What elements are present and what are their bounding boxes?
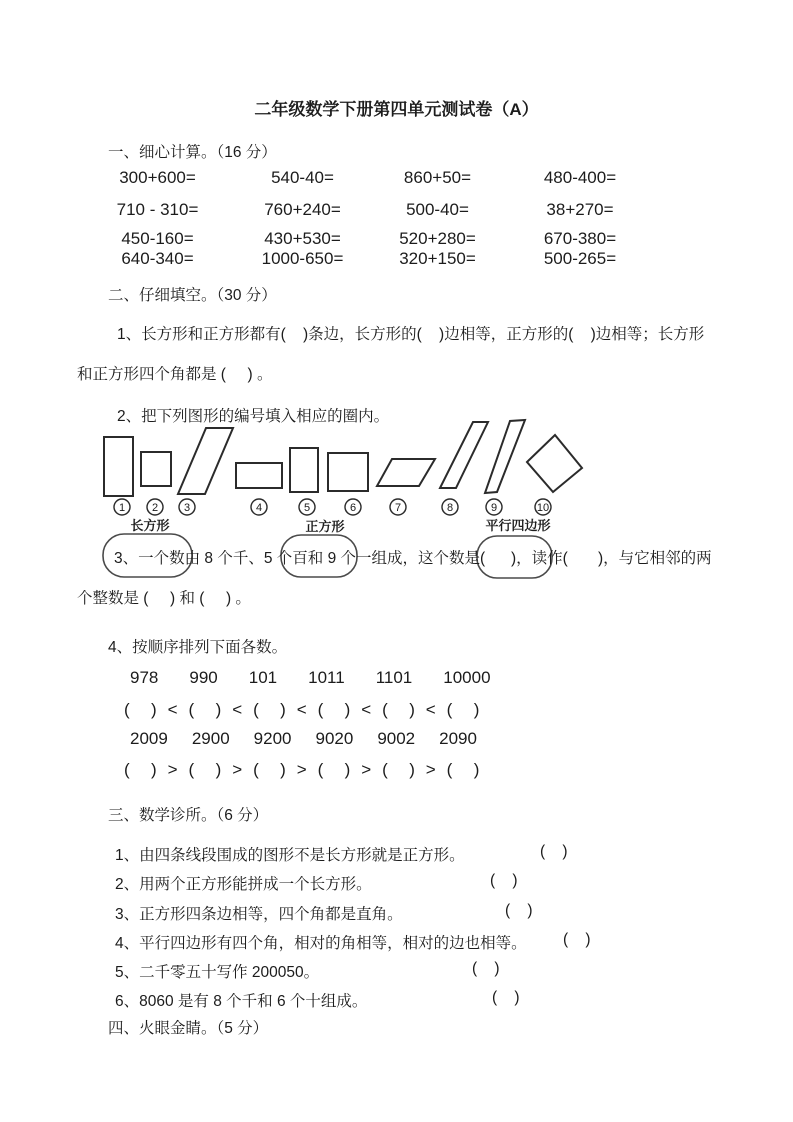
equation: 500-265= <box>543 249 617 268</box>
answer-blank: ( ) <box>472 960 500 978</box>
page-title: 二年级数学下册第四单元测试卷（A） <box>254 100 539 119</box>
statement: 4、平行四边形有四个角，相对的角相等，相对的边也相等。 <box>115 934 527 952</box>
answer-blank: ( ) <box>492 989 520 1007</box>
fill-blank-q1-line1: 1、长方形和正方形都有( )条边，长方形的( )边相等，正方形的( )边相等；长方形 <box>117 326 705 343</box>
section4-heading: 四、火眼金睛。（5 分） <box>108 1020 269 1037</box>
square-bin-label: 正方形 <box>305 519 345 534</box>
true-false-list <box>115 843 715 1019</box>
number: 9002 <box>377 729 416 748</box>
circled-number-4-label: 4 <box>255 502 263 514</box>
answer-blank: ( ) <box>540 843 568 860</box>
ordering-blanks-row2: ( ) > ( ) > ( ) > ( ) > ( ) > ( ) <box>124 760 480 779</box>
equation: 500-40= <box>406 200 469 219</box>
equation: 860+50= <box>403 168 472 187</box>
number: 101 <box>248 668 278 687</box>
shape-parallelogram-8 <box>440 422 488 488</box>
fill-blank-q1-line2: 和正方形四个角都是 ( ) 。 <box>77 366 273 383</box>
equation: 640-340= <box>121 249 194 268</box>
equation: 760+240= <box>264 200 341 219</box>
equation: 670-380= <box>543 229 617 248</box>
calc-row-1 <box>80 168 655 188</box>
shape-parallelogram-9 <box>485 420 525 493</box>
equation: 320+150= <box>399 249 476 268</box>
equation: 480-400= <box>543 168 617 187</box>
number: 2009 <box>130 729 168 748</box>
equation: 1000-650= <box>261 249 344 268</box>
shape-parallelogram-7 <box>377 459 435 486</box>
fill-blank-q3-line2: 个整数是 ( ) 和 ( ) 。 <box>77 590 251 607</box>
calculation-grid <box>80 168 655 269</box>
circled-number-9-label: 9 <box>490 502 498 514</box>
true-false-item-1 <box>115 843 715 872</box>
circled-number-2-label: 2 <box>151 502 159 514</box>
shape-rectangle-1 <box>104 437 133 496</box>
fill-blank-q2: 2、把下列图形的编号填入相应的圈内。 <box>117 408 390 425</box>
answer-blank: ( ) <box>490 872 518 890</box>
number: 9020 <box>315 729 354 748</box>
equation: 710 - 310= <box>116 200 199 219</box>
shape-parallelogram-3 <box>178 428 233 494</box>
equation: 450-160= <box>121 229 194 248</box>
statement: 6、8060 是有 8 个千和 6 个十组成。 <box>115 993 368 1011</box>
statement: 3、正方形四条边相等，四个角都是直角。 <box>115 905 403 923</box>
number: 978 <box>130 668 159 687</box>
answer-blank: ( ) <box>563 930 591 948</box>
number: 2090 <box>439 729 477 748</box>
number: 9200 <box>253 729 292 748</box>
true-false-item-6 <box>115 989 715 1018</box>
shape-rectangle-5 <box>290 448 318 492</box>
true-false-item-5 <box>115 960 715 989</box>
section3-heading: 三、数学诊所。（6 分） <box>108 807 269 824</box>
calc-row-3 <box>80 229 655 249</box>
calc-row-2 <box>80 200 655 220</box>
circled-number-1-label: 1 <box>118 502 126 514</box>
statement: 2、用两个正方形能拼成一个长方形。 <box>115 876 372 894</box>
true-false-item-3 <box>115 902 715 931</box>
section2-heading: 二、仔细填空。（30 分） <box>108 287 277 304</box>
ordering-numbers-row2 <box>130 729 501 748</box>
shape-diamond-10 <box>527 435 582 492</box>
circled-number-8-label: 8 <box>446 502 454 514</box>
equation: 38+270= <box>546 200 614 219</box>
shape-square-6 <box>328 453 368 491</box>
number: 2900 <box>191 729 230 748</box>
circled-number-5-label: 5 <box>303 502 311 514</box>
statement: 5、二千零五十写作 200050。 <box>115 964 320 982</box>
number: 10000 <box>443 668 491 687</box>
fill-blank-q3-line1: 3、一个数由 8 个千、5 个百和 9 个一组成，这个数是( )，读作( )，与它相邻的两 <box>114 550 712 567</box>
number: 990 <box>189 668 218 687</box>
calc-row-4 <box>80 249 655 269</box>
answer-blank: ( ) <box>505 901 533 919</box>
equation: 540-40= <box>271 168 334 187</box>
shape-square-2 <box>141 452 171 486</box>
statement: 1、由四条线段围成的图形不是长方形就是正方形。 <box>115 847 465 864</box>
fill-blank-q4: 4、按顺序排列下面各数。 <box>108 639 288 656</box>
section1-heading: 一、细心计算。（16 分） <box>108 144 277 161</box>
circled-number-7-label: 7 <box>394 502 402 514</box>
ordering-blanks-row1: ( ) < ( ) < ( ) < ( ) < ( ) < ( ) <box>124 700 480 719</box>
circled-number-6-label: 6 <box>349 502 357 514</box>
rectangle-bin-label: 长方形 <box>130 518 170 533</box>
circled-number-10-label: 10 <box>536 502 550 514</box>
equation: 520+280= <box>399 229 476 248</box>
ordering-numbers-row1 <box>130 668 522 687</box>
true-false-item-2 <box>115 872 715 901</box>
equation: 430+530= <box>264 229 341 248</box>
parallelogram-bin-label: 平行四边形 <box>485 518 551 533</box>
number: 1101 <box>375 668 413 687</box>
shape-rectangle-4 <box>236 463 282 488</box>
circled-number-3-label: 3 <box>183 502 191 514</box>
number: 1011 <box>308 668 345 687</box>
true-false-item-4 <box>115 931 715 960</box>
equation: 300+600= <box>119 168 196 187</box>
